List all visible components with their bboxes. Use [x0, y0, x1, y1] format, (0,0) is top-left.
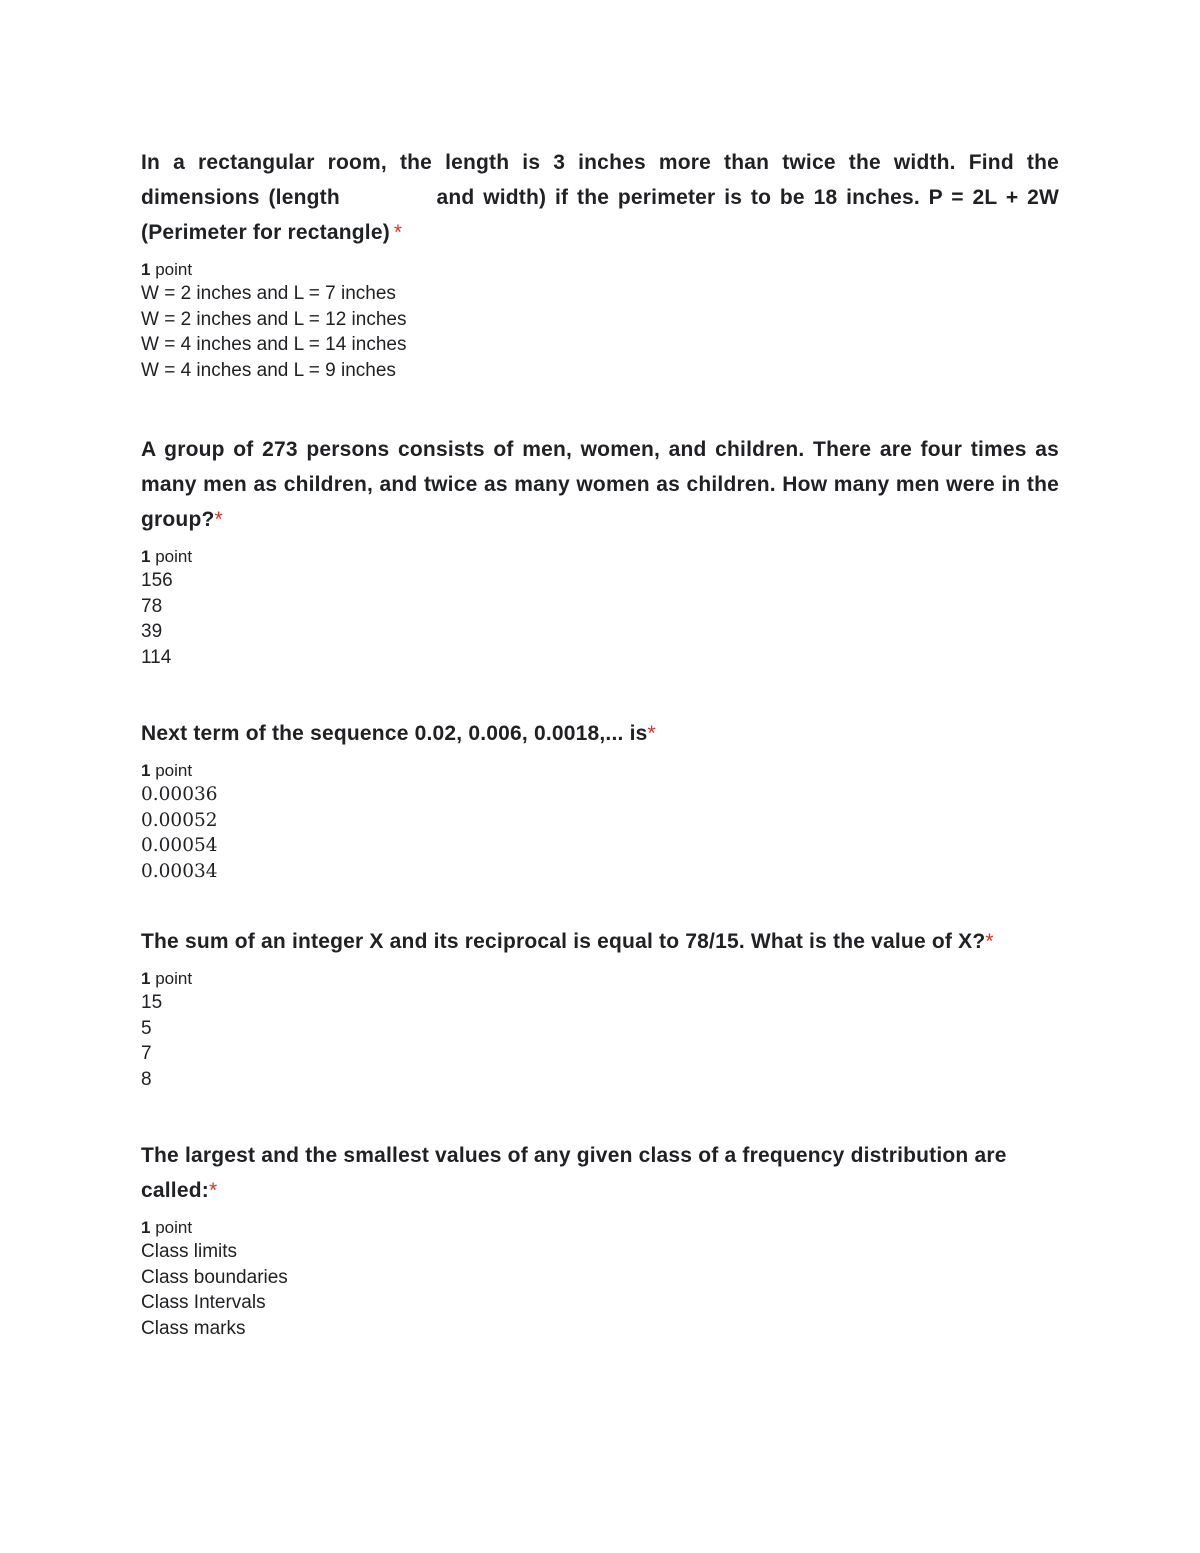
points-label — [141, 759, 1059, 782]
answer-option[interactable]: W = 2 inches and L = 12 inches — [141, 308, 407, 330]
required-marker: * — [393, 221, 403, 244]
question-text: The sum of an integer X and its reciprocal is equal to 78/15. What is the value of X? — [141, 930, 986, 953]
answer-option[interactable]: 0.00036 — [141, 784, 218, 805]
answer-option[interactable]: 5 — [141, 1017, 152, 1039]
points-word: point — [155, 761, 193, 780]
answer-option[interactable]: Class Intervals — [141, 1292, 266, 1313]
points-number: 1 — [141, 969, 151, 988]
answer-option[interactable]: W = 4 inches and L = 14 inches — [141, 334, 407, 355]
answer-option[interactable]: 7 — [141, 1043, 152, 1064]
points-word: point — [155, 1218, 193, 1237]
question-3 — [141, 716, 1059, 884]
question-title — [141, 1138, 1059, 1208]
answer-option[interactable]: 39 — [141, 621, 163, 642]
question-5 — [141, 1138, 1059, 1341]
points-label — [141, 1216, 1059, 1239]
answer-option[interactable]: 0.00052 — [141, 809, 218, 831]
answer-option[interactable]: Class boundaries — [141, 1266, 288, 1288]
answer-option[interactable]: Class marks — [141, 1317, 246, 1339]
question-text: In a rectangular room, the length is 3 inches more than twice the width. Find the dimensions (length and width) if the perimeter is to be 18 inches. P = 2L + 2W (Perimeter for rectangle) — [141, 151, 1066, 244]
answer-options — [141, 1239, 1059, 1341]
points-number: 1 — [141, 761, 151, 780]
required-marker: * — [985, 930, 994, 953]
answer-option[interactable]: W = 4 inches and L = 9 inches — [141, 359, 396, 381]
question-title — [141, 716, 1059, 751]
answer-option[interactable]: 156 — [141, 570, 173, 591]
answer-options — [141, 281, 1059, 383]
answer-option[interactable]: 114 — [141, 646, 172, 668]
answer-option[interactable]: 8 — [141, 1068, 152, 1090]
question-text: The largest and the smallest values of any given class of a frequency distribution are called: — [141, 1144, 1007, 1202]
question-4 — [141, 924, 1059, 1092]
required-marker: * — [214, 508, 223, 531]
question-title — [141, 145, 1066, 250]
answer-option[interactable]: W = 2 inches and L = 7 inches — [141, 283, 396, 304]
points-word: point — [155, 260, 193, 279]
points-word: point — [155, 547, 193, 566]
points-label — [141, 258, 1059, 281]
answer-options — [141, 990, 1059, 1092]
points-number: 1 — [141, 547, 151, 566]
answer-option[interactable]: 15 — [141, 992, 163, 1013]
question-text: A group of 273 persons consists of men, women, and children. There are four times as many men as children, and twice as many women as children. How many men were in the group? — [141, 438, 1059, 531]
points-label — [141, 545, 1059, 568]
required-marker: * — [647, 722, 656, 745]
points-number: 1 — [141, 1218, 151, 1237]
question-1 — [141, 145, 1066, 383]
points-number: 1 — [141, 260, 151, 279]
points-label — [141, 967, 1059, 990]
answer-option[interactable]: 0.00034 — [141, 860, 218, 882]
required-marker: * — [208, 1179, 218, 1202]
question-title — [141, 432, 1059, 537]
answer-options — [141, 568, 1059, 670]
points-word: point — [155, 969, 193, 988]
answer-option[interactable]: 0.00054 — [141, 835, 218, 856]
question-2 — [141, 432, 1059, 670]
answer-options — [141, 782, 1059, 884]
question-title — [141, 924, 1059, 959]
answer-option[interactable]: 78 — [141, 595, 163, 617]
question-text: Next term of the sequence 0.02, 0.006, 0.0018,... is — [141, 722, 648, 745]
answer-option[interactable]: Class limits — [141, 1241, 238, 1262]
quiz-document — [141, 145, 1066, 1341]
